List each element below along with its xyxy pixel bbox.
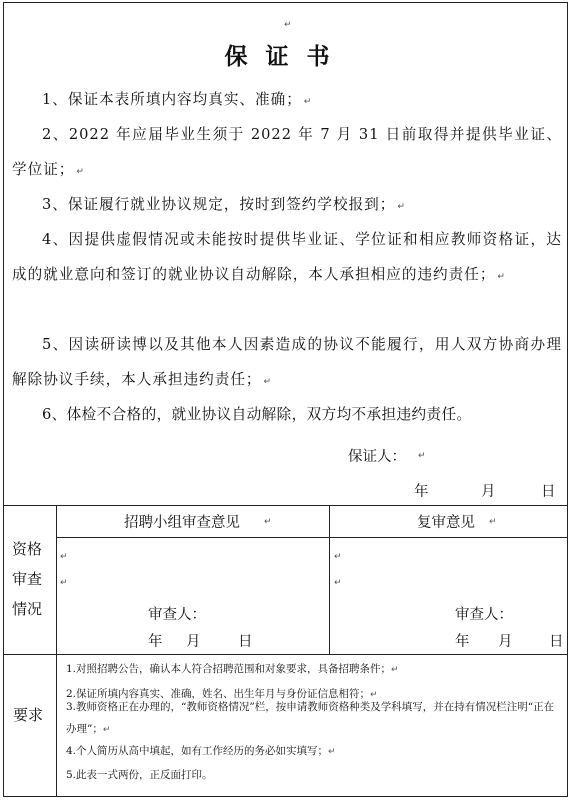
requirement-item-4: 4.个人简历从高中填起，如有工作经历的务必如实填写；↵ bbox=[66, 745, 336, 757]
date-month-label: 月 bbox=[481, 484, 496, 500]
guarantee-item-6: 6、体检不合格的，就业协议自动解除，双方均不承担违约责任。 bbox=[42, 406, 472, 423]
paragraph-mark: ↵ bbox=[284, 20, 292, 30]
guarantee-item-1: 1、保证本表所填内容均真实、准确； ↵ bbox=[42, 91, 313, 108]
group-date-year: 年 bbox=[148, 634, 163, 650]
recheck-heading: 复审意见 bbox=[417, 515, 475, 531]
guarantee-item-2: 2、2022 年应届毕业生须于 2022 年 7 月 31 日前取得并提供毕业证、学位证； ↵ bbox=[12, 126, 562, 178]
group-date-month: 月 bbox=[186, 634, 201, 650]
group-reviewer-label: 审查人： bbox=[148, 607, 206, 623]
review-row-label: 资格审查情况 bbox=[11, 540, 42, 618]
requirement-item-3: 3.教师资格正在办理的，“教师资格情况”栏，按申请教师资格种类及学科填写，并在持有情况栏注明“正在办理”；↵ bbox=[66, 701, 555, 735]
paragraph-mark: ↵ bbox=[489, 517, 497, 527]
divider-review-header bbox=[56, 537, 568, 538]
paragraph-mark: ↵ bbox=[264, 517, 272, 527]
group-date-day: 日 bbox=[238, 634, 253, 650]
requirements-label: 要求 bbox=[13, 706, 44, 724]
paragraph-mark: ↵ bbox=[334, 552, 342, 562]
paragraph-mark: ↵ bbox=[418, 451, 426, 461]
recheck-date-month: 月 bbox=[498, 634, 513, 650]
date-day-label: 日 bbox=[541, 484, 556, 500]
divider-label-column bbox=[56, 505, 57, 797]
recheck-date-day: 日 bbox=[549, 634, 564, 650]
divider-top-section bbox=[3, 505, 568, 506]
guarantee-item-3: 3、保证履行就业协议规定，按时到签约学校报到； ↵ bbox=[42, 196, 406, 213]
page-title: 保证书 bbox=[224, 43, 348, 70]
group-review-heading: 招聘小组审查意见 bbox=[124, 515, 240, 531]
requirement-item-2: 2.保证所填内容真实、准确，姓名、出生年月与身份证信息相符；↵ bbox=[66, 688, 378, 700]
divider-review-columns bbox=[329, 505, 330, 654]
requirement-item-1: 1.对照招聘公告，确认本人符合招聘范围和对象要求，具备招聘条件；↵ bbox=[66, 663, 399, 675]
recheck-date-year: 年 bbox=[455, 634, 470, 650]
recheck-reviewer-label: 审查人： bbox=[455, 607, 513, 623]
requirement-item-5: 5.此表一式两份，正反面打印。 bbox=[66, 769, 213, 781]
paragraph-mark: ↵ bbox=[60, 552, 68, 562]
paragraph-mark: ↵ bbox=[334, 578, 342, 588]
guarantor-label: 保证人： bbox=[348, 449, 406, 465]
divider-requirements bbox=[3, 654, 568, 655]
guarantee-item-5: 5、因读研读博以及其他本人因素造成的协议不能履行，用人双方协商办理解除协议手续，本人承担违约责任； ↵ bbox=[12, 336, 562, 388]
guarantee-item-4: 4、因提供虚假情况或未能按时提供毕业证、学位证和相应教师资格证，达成的就业意向和签订的就业协议自动解除，本人承担相应的违约责任； ↵ bbox=[12, 231, 562, 283]
date-year-label: 年 bbox=[414, 484, 429, 500]
paragraph-mark: ↵ bbox=[60, 578, 68, 588]
